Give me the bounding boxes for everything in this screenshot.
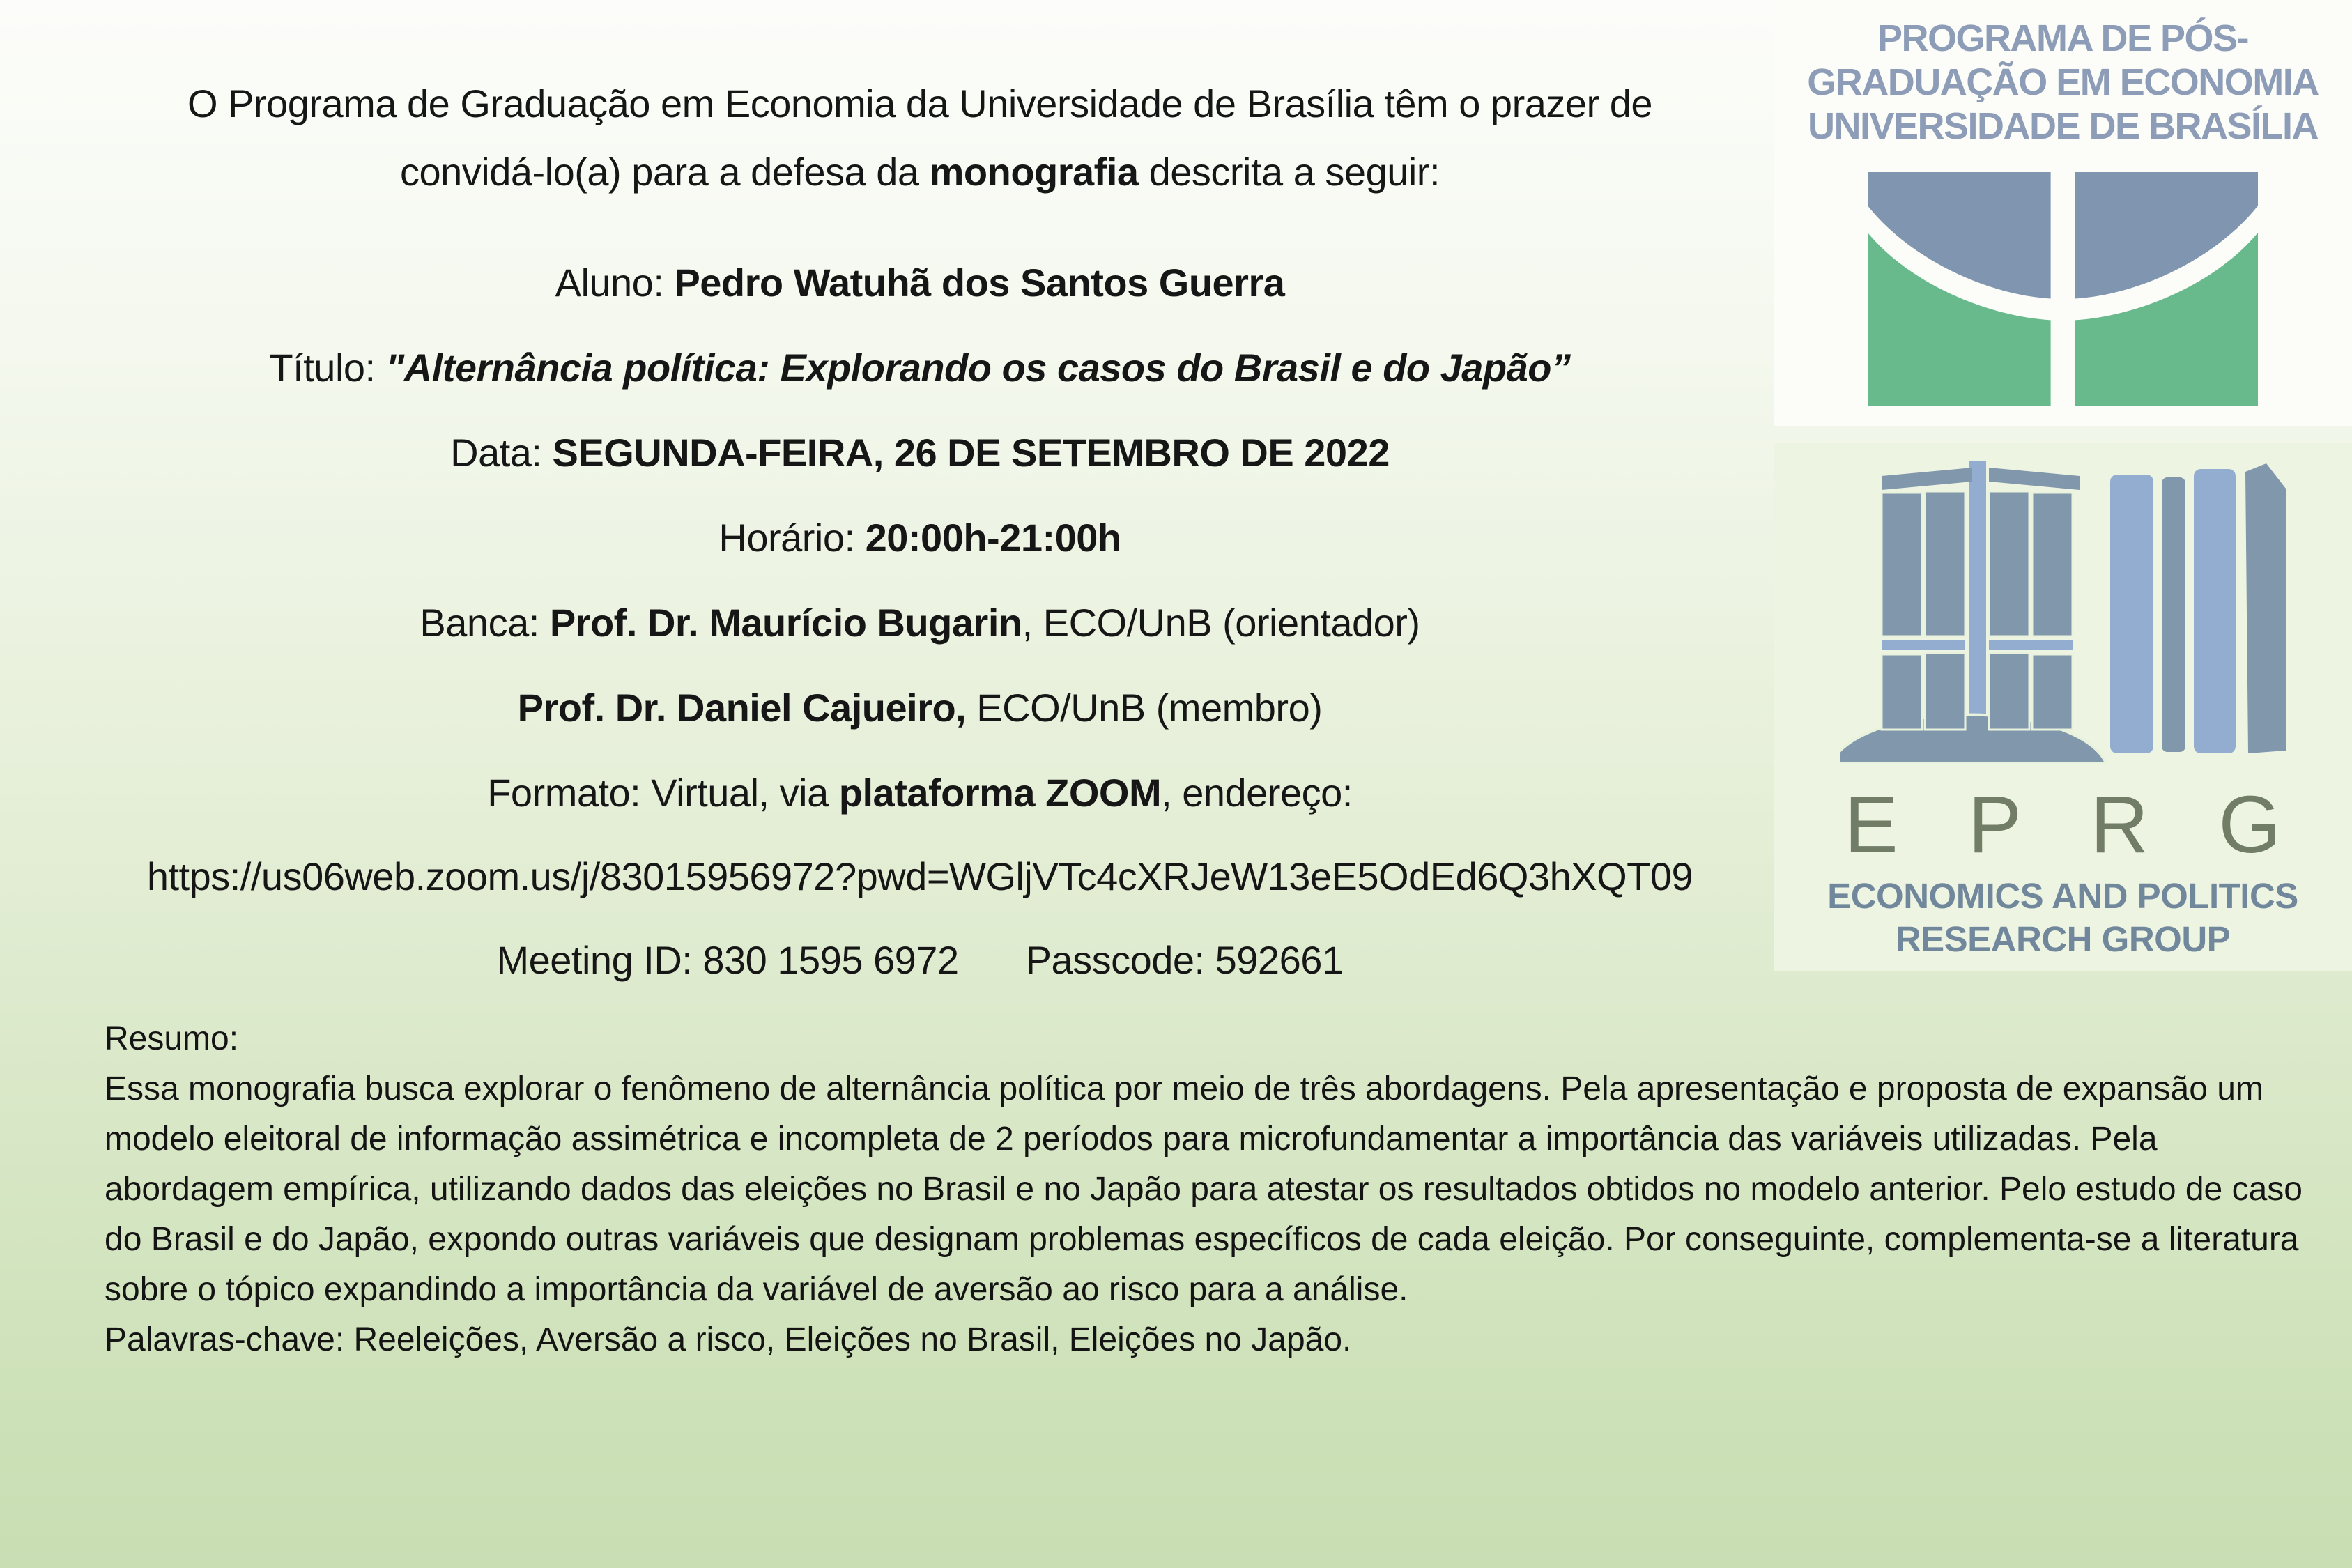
title-line: Título: "Alternância política: Explorando os casos do Brasil e do Japão” <box>269 346 1571 390</box>
abstract-body: Essa monografia busca explorar o fenômeno de alternância política por meio de três abordagens. Pela apresentação e proposta de expansão um modelo eleitoral de informação assimétrica e incompleta de 2 períodos para microfundamentar a importância das variáveis utilizadas. Pela abordagem empírica, utilizando dados das eleições no Brasil e no Japão para atestar os resultados obtidos no modelo anterior. Pelo estudo de caso do Brasil e do Japão, expondo outras variáveis que designam problemas específicos de cada eleição. Por conseguinte, complementa-se a literatura sobre o tópico expandindo a importância da variável de aversão ao risco para a análise. <box>105 1070 2303 1308</box>
invitation-block <box>42 0 1798 987</box>
abstract-block <box>105 1014 2335 1365</box>
student-line: Aluno: Pedro Watuhã dos Santos Guerra <box>555 261 1285 305</box>
time-line: Horário: 20:00h-21:00h <box>718 516 1121 560</box>
eprg-acronym: E P R G <box>1844 779 2305 870</box>
unb-logo <box>1868 172 2258 406</box>
intro-line-2: convidá-lo(a) para a defesa da monografia descrita a seguir: <box>399 150 1440 194</box>
ppge-title-line-1: PROGRAMA DE PÓS- <box>1877 17 2249 59</box>
intro-line-1: O Programa de Graduação em Economia da Universidade de Brasília têm o prazer de <box>187 82 1653 125</box>
meeting-credentials-line <box>42 934 1798 987</box>
ppge-title <box>1774 0 2352 148</box>
eprg-name-line-2: RESEARCH GROUP <box>1895 919 2231 959</box>
eprg-tile <box>1774 443 2352 971</box>
abstract-heading: Resumo: <box>105 1020 239 1057</box>
ppge-title-line-3: UNIVERSIDADE DE BRASÍLIA <box>1807 105 2319 147</box>
format-line: Formato: Virtual, via plataforma ZOOM, endereço: <box>487 771 1353 815</box>
zoom-url-link[interactable]: https://us06web.zoom.us/j/83015956972?pwd=WGljVTc4cXRJeW13eE5OdEd6Q3hXQT09 <box>146 854 1693 898</box>
date-line: Data: SEGUNDA-FEIRA, 26 DE SETEMBRO DE 2022 <box>450 431 1390 475</box>
committee-line-2: Prof. Dr. Daniel Cajueiro, ECO/UnB (membro) <box>517 686 1323 730</box>
keywords-line: Palavras-chave: Reeleições, Aversão a risco, Eleições no Brasil, Eleições no Japão. <box>105 1321 1352 1358</box>
eprg-building-illustration <box>1840 455 2286 769</box>
eprg-name-line-1: ECONOMICS AND POLITICS <box>1827 876 2298 916</box>
committee-line-1: Banca: Prof. Dr. Maurício Bugarin, ECO/UnB (orientador) <box>420 601 1420 645</box>
eprg-name <box>1774 875 2352 961</box>
passcode: Passcode: 592661 <box>1025 938 1344 982</box>
meeting-id: Meeting ID: 830 1595 6972 <box>496 938 959 982</box>
ppge-unb-tile <box>1774 0 2352 426</box>
invitation-intro <box>42 70 1798 206</box>
ppge-title-line-2: GRADUAÇÃO EM ECONOMIA <box>1807 61 2319 103</box>
